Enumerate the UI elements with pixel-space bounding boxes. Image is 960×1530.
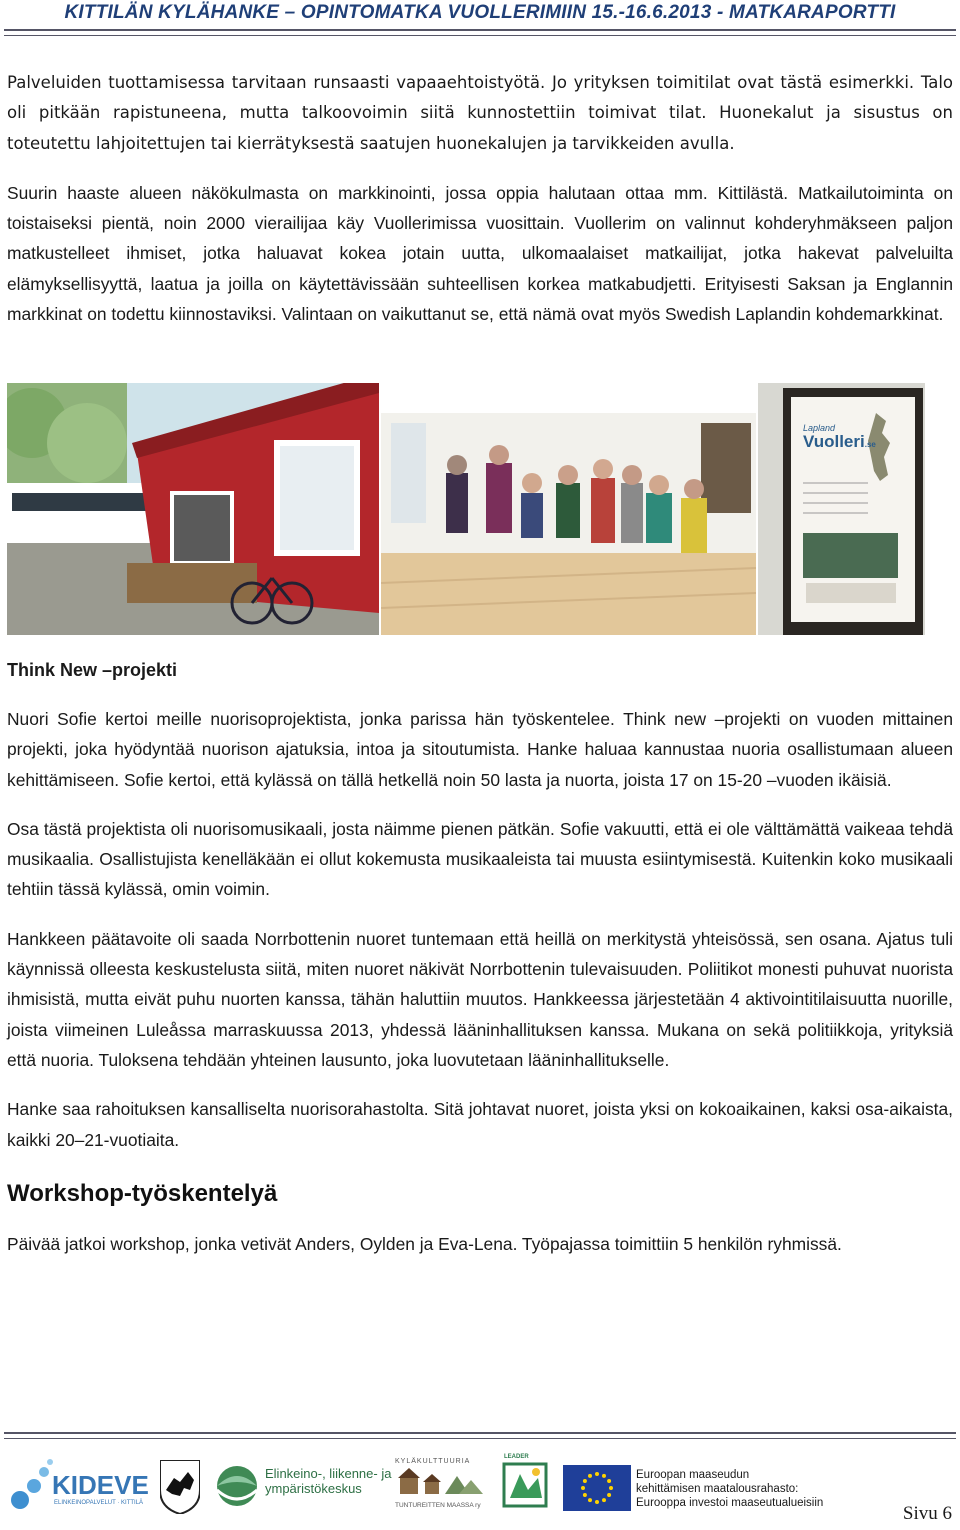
paragraph-funding: Hanke saa rahoituksen kansalliselta nuorisorahastolta. Sitä johtavat nuoret, joista yksi on kokoaikainen, kaksi osa-aikaista, kaikki 20–21-vuotiaita. <box>7 1099 953 1150</box>
eu-line2: kehittämisen maatalousrahasto: <box>636 1483 799 1495</box>
eu-star <box>588 1498 592 1502</box>
eu-star <box>581 1486 585 1490</box>
eu-star <box>595 1500 599 1504</box>
sign-brand: Lapland <box>803 423 836 433</box>
eu-star <box>607 1479 611 1483</box>
eu-star <box>602 1474 606 1478</box>
sign-suffix: .se <box>864 440 876 449</box>
ely-line1: Elinkeino-, liikenne- ja <box>265 1466 392 1481</box>
kideve-name: KIDEVE <box>52 1470 149 1500</box>
eu-line3: Eurooppa investoi maaseutualueisiin <box>636 1497 824 1509</box>
page-number: Sivu 6 <box>902 1503 952 1524</box>
header-divider <box>4 29 956 36</box>
eu-star <box>595 1472 599 1476</box>
paragraph-marketing: Suurin haaste alueen näkökulmasta on markkinointi, jossa oppia halutaan ottaa mm. Kittilästä. Matkailutoiminta on toistaiseksi pientä, noin 2000 vierailijaa käy Vuollerimissa vuosittain. Vuollerim on valinnut kohderyhmäkseen paljon matkustelleet ihmiset, jotka haluavat kokea jotain uutta, ulkomaalaiset matkailijat, jotka hakevat palveluilta elämyksellisyyttä, laatua ja joilla on käytettävissään suhteellisen korkea matkabudjetti. Erityisesti Saksan ja Englannin markkinat on todettu kiinnostaviksi. Valintaan on vaikuttanut se, että nämä ovat myös Swedish Laplandin kohdemarkkinat. <box>7 182 953 325</box>
footer-logos <box>10 1454 840 1518</box>
kideve-subtitle: ELINKEINOPALVELUT · KITTILÄ <box>54 1500 144 1506</box>
photo-vuolleri-sign <box>758 383 925 635</box>
eu-star <box>602 1498 606 1502</box>
section-title-think-new: Think New –projekti <box>7 660 178 680</box>
eu-star <box>607 1493 611 1497</box>
paragraph-musical: Osa tästä projektista oli nuorisomusikaali, josta näimme pienen pätkän. Sofie vakuutti, että ei ole välttämättä vaikeaa tehdä musikaalia. Osallistujista kenelläkään ei ollut kokemusta musikaaleista tai muusta esiintymisestä. Kuitenkin koko musikaali tehtiin tässä kylässä, omin voimin. <box>7 818 953 900</box>
think-new-section <box>7 655 953 1259</box>
leader-logo <box>500 1454 555 1518</box>
kylakulttuuria-top: KYLÄKULTTUURIA <box>395 1458 471 1465</box>
ely-logo <box>215 1458 390 1518</box>
leader-label: LEADER <box>504 1454 529 1460</box>
document-title: KITTILÄN KYLÄHANKE – OPINTOMATKA VUOLLERIMIIN 15.-16.6.2013 - MATKARAPORTTI <box>64 2 896 23</box>
eu-star <box>583 1479 587 1483</box>
paragraph-workshop: Päivää jatkoi workshop, jonka vetivät Anders, Oylden ja Eva-Lena. Työpajassa toimittiin 5 henkilön ryhmissä. <box>7 1233 842 1254</box>
paragraph-think-new: Nuori Sofie kertoi meille nuorisoprojektista, jonka parissa hän työskentelee. Think new –projekti on vuoden mittainen projekti, joka hyödyntää nuorison ajatuksia, intoa ja sitoutumista. Hanke haluaa kannustaa nuoria osallistumaan alueen kehittämiseen. Sofie kertoi, että kylässä on tällä hetkellä noin 50 lasta ja nuorta, joista 17 on 15-20 –vuoden ikäisiä. <box>7 709 953 790</box>
kideve-logo <box>10 1458 155 1518</box>
eu-star <box>588 1474 592 1478</box>
kylakulttuuria-bottom: TUNTUREITTEN MAASSA ry <box>395 1502 481 1509</box>
paragraph-volunteer-work: Palveluiden tuottamisessa tarvitaan runsaasti vapaaehtoistyötä. Jo yrityksen toimitilat ovat tästä esimerkki. Talo oli pitkään rapistuneena, mutta talkoovoimin siitä kunnostettiin toimivat tilat. Huonekalut ja sisustus on toteutettu lahjoitettujen tai kierrätyksestä saatujen huonekalujen ja tarvikkeiden avulla. <box>7 73 953 153</box>
eu-line1: Euroopan maaseudun <box>636 1469 750 1481</box>
page-header <box>0 0 960 30</box>
ely-line2: ympäristökeskus <box>265 1481 362 1496</box>
footer-divider <box>4 1432 956 1439</box>
sign-logo <box>803 423 883 454</box>
paragraph-goal: Hankkeen päätavoite oli saada Norrbottenin nuoret tuntemaan että heillä on merkitystä yhteisössä, sen osana. Ajatus tuli käynnissä olleesta keskustelusta siitä, miten nuoret näkivät Norrbottenin tulevaisuuden. Poliitikot monesti puhuvat nuorista ihmisistä, mutta eivät puhu nuorten kanssa, tähän haluttiin muutos. Hankkeessa järjestetään 4 aktivointitilaisuutta nuorille, joista viimeinen Luleåssa marraskuussa 2013, yhdessä lääninhallituksen kanssa. Mukana on sekä politiikkoja, yrityksiä että nuoria. Tuloksena tehdään yhteinen lausunto, joka luovutetaan lääninhallitukselle. <box>7 928 953 1070</box>
photo-red-building <box>7 383 379 635</box>
eu-star <box>609 1486 613 1490</box>
kittila-crest <box>160 1458 200 1518</box>
intro-section <box>7 68 953 329</box>
eu-star <box>583 1493 587 1497</box>
section-title-workshop: Workshop-työskentelyä <box>7 1179 278 1207</box>
eu-logo <box>563 1458 843 1518</box>
sign-name: Vuolleri <box>803 432 865 451</box>
photo-group-interior <box>381 383 756 635</box>
kylakulttuuria-logo <box>395 1458 495 1518</box>
photo-strip <box>7 383 927 635</box>
